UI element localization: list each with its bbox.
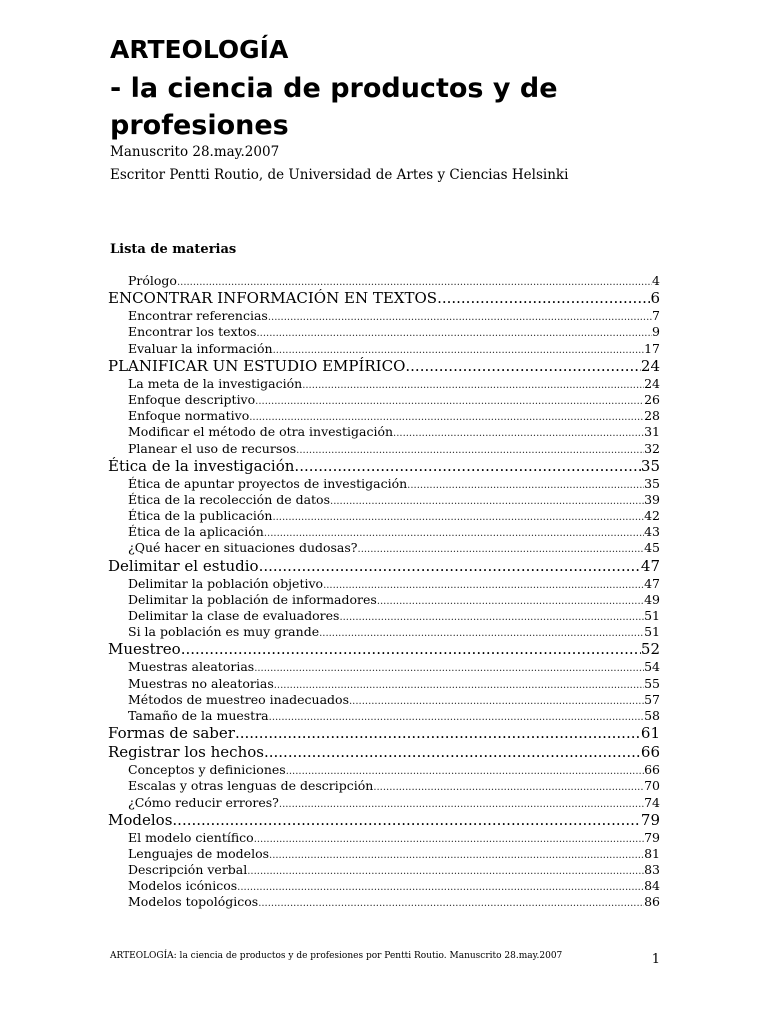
toc-dot-leader bbox=[235, 724, 641, 743]
toc-dot-leader bbox=[258, 894, 644, 910]
toc-entry-page: 28 bbox=[644, 408, 660, 424]
toc-section-entry bbox=[108, 608, 660, 624]
toc-entry-page: 43 bbox=[644, 524, 660, 540]
toc-dot-leader bbox=[296, 441, 644, 457]
toc-dot-leader bbox=[286, 762, 644, 778]
toc-dot-leader bbox=[405, 357, 641, 376]
toc-entry-page: 66 bbox=[640, 743, 660, 762]
toc-entry-label: PLANIFICAR UN ESTUDIO EMPÍRICO bbox=[108, 356, 406, 375]
toc-dot-leader bbox=[358, 540, 645, 556]
manuscript-date: Manuscrito 28.may.2007 bbox=[110, 144, 280, 160]
toc-dot-leader bbox=[264, 743, 641, 762]
toc-entry-page: 58 bbox=[644, 707, 660, 723]
toc-chapter-entry bbox=[108, 357, 660, 376]
toc-dot-leader bbox=[257, 324, 653, 340]
toc-dot-leader bbox=[273, 341, 645, 357]
toc-section-entry bbox=[108, 540, 660, 556]
toc-dot-leader bbox=[264, 524, 644, 540]
toc-dot-leader bbox=[339, 608, 644, 624]
toc-dot-leader bbox=[437, 289, 650, 308]
toc-chapter-entry bbox=[108, 557, 660, 576]
toc-section-entry bbox=[108, 392, 660, 408]
toc-chapter-entry bbox=[108, 724, 660, 743]
toc-entry-label: Ética de la investigación bbox=[108, 456, 295, 475]
toc-dot-leader bbox=[274, 676, 644, 692]
toc-section-entry bbox=[108, 508, 660, 524]
page-number: 1 bbox=[651, 952, 660, 967]
toc-entry-page: 49 bbox=[644, 591, 660, 607]
toc-entry-label: Si la población es muy grande bbox=[128, 624, 320, 640]
toc-chapter-entry bbox=[108, 640, 660, 659]
author-line: Escritor Pentti Routio, de Universidad de Artes y Ciencias Helsinki bbox=[110, 167, 569, 183]
toc-dot-leader bbox=[181, 640, 641, 659]
toc-entry-label: ¿Cómo reducir errores? bbox=[128, 794, 279, 810]
toc-entry-label: Descripción verbal bbox=[128, 862, 248, 878]
toc-section-entry bbox=[108, 492, 660, 508]
toc-entry-page: 45 bbox=[644, 540, 660, 556]
toc-section-entry bbox=[108, 592, 660, 608]
toc-entry-page: 52 bbox=[640, 640, 660, 659]
toc-section-entry bbox=[108, 624, 660, 640]
toc-entry-page: 24 bbox=[640, 356, 660, 375]
toc-entry-page: 79 bbox=[640, 810, 660, 829]
toc-entry-page: 39 bbox=[644, 491, 660, 507]
toc-entry-label: Planear el uso de recursos bbox=[128, 440, 297, 456]
toc-section-entry bbox=[108, 778, 660, 794]
toc-entry-label: Ética de apuntar proyectos de investigación bbox=[128, 475, 408, 491]
toc-section-entry bbox=[108, 894, 660, 910]
toc-entry-label: Muestreo bbox=[108, 640, 181, 659]
toc-chapter-entry bbox=[108, 457, 660, 476]
toc-entry-page: 24 bbox=[644, 375, 660, 391]
toc-dot-leader bbox=[237, 878, 644, 894]
table-of-contents bbox=[108, 273, 660, 911]
toc-dot-leader bbox=[373, 778, 644, 794]
toc-entry-page: 47 bbox=[644, 575, 660, 591]
toc-section-entry bbox=[108, 576, 660, 592]
toc-entry-page: 17 bbox=[644, 340, 660, 356]
toc-dot-leader bbox=[294, 457, 640, 476]
toc-entry-page: 57 bbox=[644, 691, 660, 707]
toc-entry-page: 51 bbox=[644, 608, 660, 623]
toc-entry-label: Ética de la aplicación bbox=[128, 524, 264, 540]
toc-section-entry bbox=[108, 324, 660, 340]
toc-entry-label: Lenguajes de modelos bbox=[128, 845, 270, 861]
toc-entry-page: 35 bbox=[640, 456, 660, 475]
toc-entry-label: Enfoque descriptivo bbox=[128, 391, 256, 407]
toc-entry-label: Delimitar la clase de evaluadores bbox=[128, 608, 340, 623]
toc-dot-leader bbox=[255, 392, 644, 408]
title-main: ARTEOLOGÍA bbox=[110, 35, 289, 64]
toc-entry-label: Delimitar el estudio bbox=[108, 556, 259, 575]
toc-dot-leader bbox=[259, 557, 641, 576]
toc-entry-page: 79 bbox=[644, 829, 660, 845]
toc-dot-leader bbox=[249, 408, 644, 424]
toc-section-entry bbox=[108, 676, 660, 692]
title-subtitle: - la ciencia de productos y de profesiones bbox=[110, 73, 558, 141]
toc-entry-page: 70 bbox=[644, 778, 660, 794]
toc-section-entry bbox=[108, 795, 660, 811]
toc-section-entry bbox=[108, 846, 660, 862]
toc-section-entry bbox=[108, 659, 660, 675]
toc-entry-label: Modelos bbox=[108, 810, 173, 829]
document-title bbox=[110, 30, 670, 144]
toc-dot-leader bbox=[393, 424, 644, 440]
toc-section-entry bbox=[108, 692, 660, 708]
toc-dot-leader bbox=[323, 576, 644, 592]
toc-entry-label: Ética de la recolección de datos bbox=[128, 491, 331, 507]
toc-section-entry bbox=[108, 524, 660, 540]
toc-chapter-entry bbox=[108, 289, 660, 308]
toc-entry-label: ENCONTRAR INFORMACIÓN EN TEXTOS bbox=[108, 289, 438, 308]
toc-entry-label: Evaluar la información bbox=[128, 340, 273, 356]
toc-entry-page: 83 bbox=[644, 862, 660, 878]
toc-section-entry bbox=[108, 408, 660, 424]
toc-entry-label: Enfoque normativo bbox=[128, 408, 250, 424]
toc-section-entry bbox=[108, 762, 660, 778]
toc-entry-label: Modificar el método de otra investigación bbox=[128, 424, 394, 440]
toc-entry-page: 4 bbox=[652, 273, 660, 288]
toc-entry-page: 66 bbox=[644, 762, 660, 778]
toc-section-entry bbox=[108, 830, 660, 846]
toc-entry-label: Muestras aleatorias bbox=[128, 659, 255, 675]
toc-section-entry bbox=[108, 341, 660, 357]
toc-dot-leader bbox=[269, 708, 644, 724]
toc-entry-page: 47 bbox=[640, 556, 660, 575]
toc-section-entry bbox=[108, 708, 660, 724]
toc-dot-leader bbox=[254, 830, 644, 846]
toc-dot-leader bbox=[330, 492, 644, 508]
toc-entry-label: La meta de la investigación bbox=[128, 375, 303, 391]
toc-entry-page: 61 bbox=[640, 724, 660, 743]
toc-entry-label: Encontrar referencias bbox=[128, 308, 268, 324]
toc-section-entry bbox=[108, 308, 660, 324]
toc-entry-label: Encontrar los textos bbox=[128, 324, 257, 340]
toc-chapter-entry bbox=[108, 811, 660, 830]
toc-entry-label: Métodos de muestreo inadecuados bbox=[128, 691, 349, 707]
toc-entry-page: 54 bbox=[644, 659, 660, 675]
toc-entry-page: 51 bbox=[644, 624, 660, 640]
toc-entry-label: Escalas y otras lenguas de descripción bbox=[128, 778, 374, 794]
toc-entry-page: 55 bbox=[644, 675, 660, 691]
toc-entry-label: Conceptos y definiciones bbox=[128, 762, 286, 778]
toc-entry-label: Formas de saber bbox=[108, 724, 235, 743]
toc-entry-page: 86 bbox=[644, 894, 660, 910]
toc-dot-leader bbox=[279, 795, 644, 811]
toc-entry-label: El modelo científico bbox=[128, 829, 254, 845]
toc-section-entry bbox=[108, 476, 660, 492]
toc-entry-page: 81 bbox=[644, 845, 660, 861]
toc-section-entry bbox=[108, 878, 660, 894]
toc-section-entry bbox=[108, 273, 660, 289]
toc-heading: Lista de materias bbox=[110, 242, 237, 257]
toc-chapter-entry bbox=[108, 743, 660, 762]
toc-entry-label: Prólogo bbox=[128, 273, 177, 288]
toc-entry-label: ¿Qué hacer en situaciones dudosas? bbox=[128, 540, 358, 556]
toc-entry-label: Registrar los hechos bbox=[108, 743, 264, 762]
toc-section-entry bbox=[108, 441, 660, 457]
toc-dot-leader bbox=[268, 308, 652, 324]
toc-dot-leader bbox=[272, 508, 644, 524]
toc-dot-leader bbox=[254, 659, 644, 675]
toc-entry-page: 84 bbox=[644, 878, 660, 894]
toc-dot-leader bbox=[319, 624, 644, 640]
toc-dot-leader bbox=[269, 846, 644, 862]
toc-entry-label: Modelos topológicos bbox=[128, 894, 259, 910]
toc-entry-page: 42 bbox=[644, 508, 660, 524]
toc-entry-page: 26 bbox=[644, 391, 660, 407]
toc-entry-label: Muestras no aleatorias bbox=[128, 675, 274, 691]
toc-dot-leader bbox=[349, 692, 644, 708]
toc-dot-leader bbox=[377, 592, 644, 608]
toc-dot-leader bbox=[177, 273, 652, 289]
toc-entry-page: 6 bbox=[650, 289, 660, 308]
toc-entry-page: 7 bbox=[652, 308, 660, 324]
toc-entry-label: Modelos icónicos bbox=[128, 878, 238, 894]
toc-dot-leader bbox=[302, 376, 644, 392]
toc-dot-leader bbox=[247, 862, 644, 878]
toc-entry-page: 35 bbox=[644, 475, 660, 491]
toc-dot-leader bbox=[407, 476, 644, 492]
toc-dot-leader bbox=[172, 811, 641, 830]
toc-section-entry bbox=[108, 862, 660, 878]
page-footer: ARTEOLOGÍA: la ciencia de productos y de profesiones por Pentti Routio. Manuscrito 28.may.2007 bbox=[110, 951, 563, 961]
toc-entry-label: Tamaño de la muestra bbox=[128, 707, 269, 723]
toc-section-entry bbox=[108, 376, 660, 392]
toc-entry-page: 31 bbox=[644, 424, 660, 440]
toc-section-entry bbox=[108, 424, 660, 440]
toc-entry-label: Delimitar la población de informadores bbox=[128, 591, 377, 607]
toc-entry-page: 74 bbox=[644, 794, 660, 810]
toc-entry-label: Delimitar la población objetivo bbox=[128, 575, 324, 591]
toc-entry-page: 32 bbox=[644, 440, 660, 456]
toc-entry-page: 9 bbox=[652, 324, 660, 340]
toc-entry-label: Ética de la publicación bbox=[128, 508, 273, 524]
